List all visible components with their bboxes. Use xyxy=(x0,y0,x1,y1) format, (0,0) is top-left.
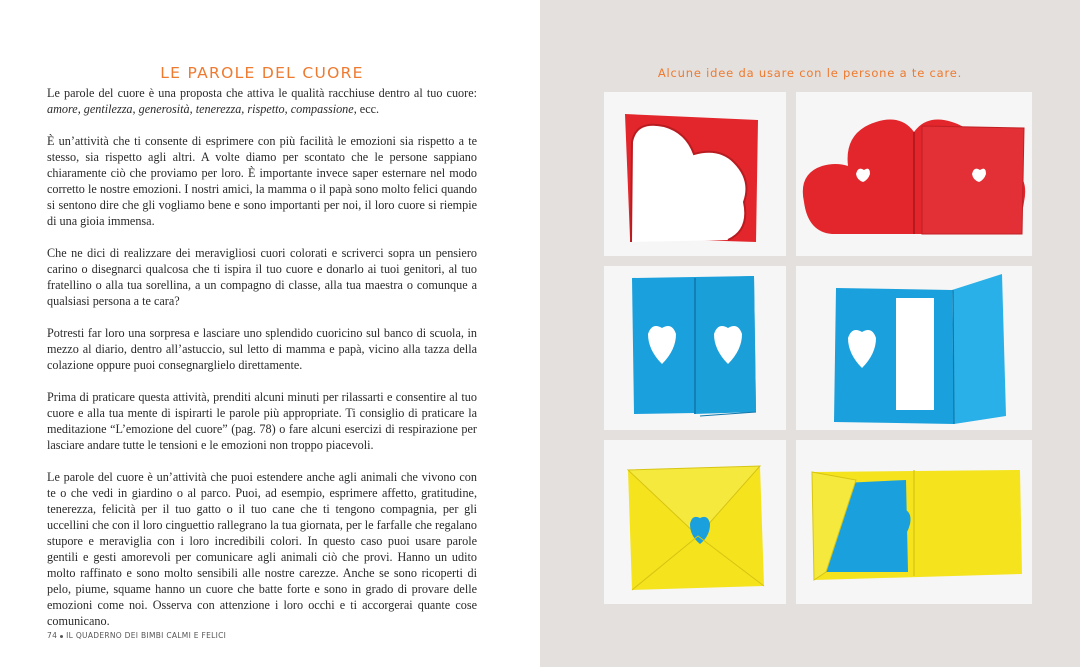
bullet-dot-icon xyxy=(60,635,63,638)
paragraph-6: Le parole del cuore è un’attività che puoi estendere anche agli animali che vivono con te o che vedi in giardino o al parco. Puoi, ad esempio, esprimere affetto, gratitudine, tenerezza, felicità per il tuo gatto o il tuo cane che ti tengono compagnia, per gli uccellini che con il loro cinguettio rallegrano la tua giornata, per le farfalle che regalano stupore e meraviglia con i loro incredibili colori. In questo caso puoi usare parole gentili e gesti amorevoli per comunicare agli animali ciò che provi. Hanno un udito molto raffinato e sono molto sensibili alle nostre carezze. Anche se sono ricoperti di pelo, piume, squame hanno un cuore che batte forte e sono in grado di provare delle emozioni come noi. Osserva con attenzione i loro occhi e ti accorgerai quante cose comunicano. xyxy=(47,470,477,628)
yellow-envelope-closed-photo xyxy=(604,440,786,604)
red-heart-closed-illustration xyxy=(604,92,786,256)
paragraph-4: Potresti far loro una sorpresa e lasciare uno splendido cuoricino sul banco di scuola, in mezzo al diario, dentro all’astuccio, sul letto di mamma e papà, vicino alla tazza della colazione oppure puoi consegnarglielo direttamente. xyxy=(47,326,477,372)
photo-caption: Alcune idee da usare con le persone a te care. xyxy=(657,66,963,80)
paragraph-1-text: Le parole del cuore è una proposta che attiva le qualità racchiuse dentro al tuo cuore: xyxy=(47,86,477,100)
blue-card-open-photo xyxy=(796,266,1032,430)
paragraph-1-italic: amore, gentilezza, generosità, tenerezza, rispetto, compassione xyxy=(47,102,354,116)
book-title: IL QUADERNO DEI BIMBI CALMI E FELICI xyxy=(66,631,227,640)
paragraph-1 xyxy=(47,85,477,117)
paragraph-1-end: , ecc. xyxy=(353,102,380,116)
body-text xyxy=(47,85,477,645)
paragraph-5: Prima di praticare questa attività, prenditi alcuni minuti per rilassarti e consentire al tuo cuore e alla tua mente di ispirarti le parole più appropriate. Ti consiglio di praticare la meditazione “L’emozione del cuore” (pag. 78) o fare alcuni esercizi di respirazione per lasciare andare tutte le tensioni e le emozioni non troppo piacevoli. xyxy=(47,390,477,452)
blue-card-open-illustration xyxy=(796,266,1032,430)
red-heart-open-photo xyxy=(796,92,1032,256)
red-heart-open-illustration xyxy=(796,92,1032,256)
yellow-envelope-closed-illustration xyxy=(604,440,786,604)
blue-card-closed-photo xyxy=(604,266,786,430)
blue-card-closed-illustration xyxy=(604,266,786,430)
page-footer xyxy=(47,631,226,640)
page-title: LE PAROLE DEL CUORE xyxy=(160,64,364,82)
paragraph-3: Che ne dici di realizzare dei meravigliosi cuori colorati e scriverci sopra un pensiero carino o disegnarci qualcosa che ti ispira il tuo cuore e donarlo ai tuoi genitori, al tuo fratellino o alla tua sorellina, a un compagno di classe, alla tua maestra o comunque a qualsiasi persona a te cara? xyxy=(47,246,477,308)
page-number: 74 xyxy=(47,631,58,640)
red-heart-closed-photo xyxy=(604,92,786,256)
right-page xyxy=(540,0,1080,667)
yellow-envelope-open-photo xyxy=(796,440,1032,604)
yellow-envelope-open-illustration xyxy=(796,440,1032,604)
paragraph-2: È un’attività che ti consente di esprimere con più facilità le emozioni sia rispetto a te stesso, sia rispetto agli altri. A volte diamo per scontato che le persone sappiano chiaramente ciò che proviamo per loro. È importante invece saper esternare nel modo corretto le nostre emozioni. I nostri amici, la mamma o il papà sono molto felici quando si sentono dire che gli vogliamo bene e sono importanti per noi, il loro cuore si riempie di una gioia immensa. xyxy=(47,134,477,228)
